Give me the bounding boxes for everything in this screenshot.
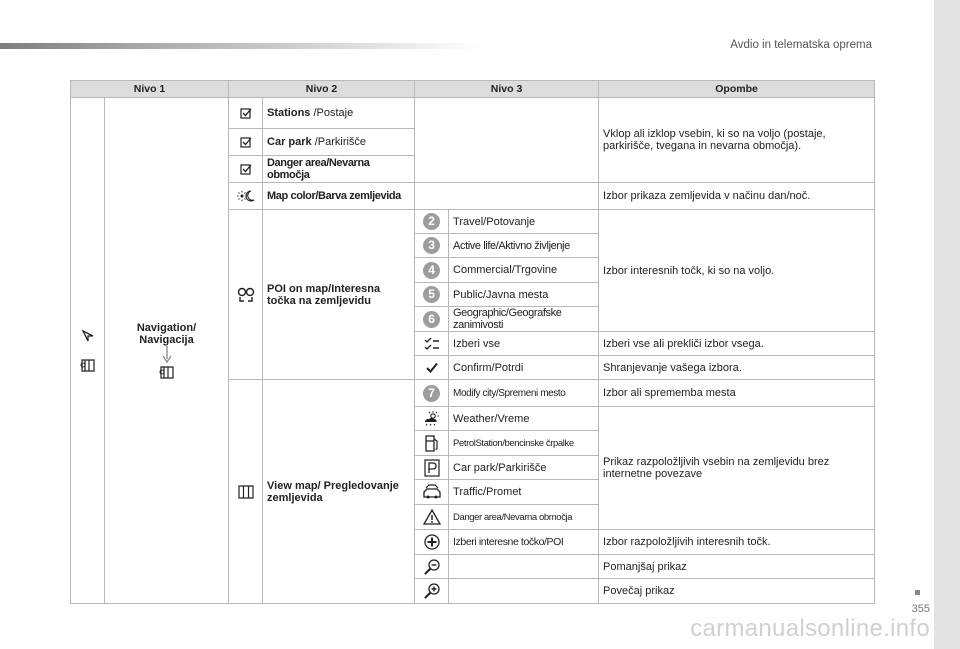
zoom-out-icon-cell [415,555,449,579]
checkbox-icon[interactable] [240,136,252,148]
add-poi-icon-cell [415,530,449,555]
carpark-bold: Car park [267,136,312,148]
poi-item-label: Public/Javna mesta [449,283,599,307]
badge-cell [415,210,449,234]
weather-icon-cell [415,407,449,431]
day-night-icon[interactable] [237,190,255,202]
select-poi-note: Izbor razpoložljivih interesnih točk. [599,530,875,555]
traffic-label: Traffic/Promet [449,480,599,505]
badge-cell [415,307,449,332]
number-badge: 4 [423,262,440,279]
poi-icon[interactable] [237,287,255,303]
number-badge: 3 [423,237,440,254]
header-opombe: Opombe [599,81,875,98]
level1-label: Navigation/ Navigacija [136,321,197,346]
petrol-label: PetrolStation/bencinske črpalke [449,431,599,456]
watermark: carmanualsonline.info [690,615,930,642]
badge-cell [415,234,449,258]
carpark2-label: Car park/Parkirišče [449,456,599,480]
level1-label-cell [105,98,229,604]
menu-table [70,80,875,604]
stations-bold: Stations [267,107,311,119]
arrow-down-icon [162,346,172,364]
zoom-out-note: Pomanjšaj prikaz [599,555,875,579]
day-night-icon-cell [229,183,263,210]
carpark-cell [263,129,415,156]
confirm-label: Confirm/Potrdi [449,356,599,380]
select-all-note: Izberi vse ali prekliči izbor vsega. [599,332,875,356]
zoom-in-note: Povečaj prikaz [599,579,875,604]
badge-cell [415,283,449,307]
mapcolor-cell: Map color/Barva zemljevida [263,183,415,210]
view-map-label: View map/ Pregledovanje zemljevida [263,380,415,604]
group1-note: Vklop ali izklop vsebin, ki so na voljo (postaje, parkirišče, tvegana in nevarna območja). [599,98,875,183]
empty-cell [415,183,599,210]
side-strip [934,0,960,649]
fuel-icon-cell [415,431,449,456]
page-number: 355 [911,603,930,615]
badge-cell [415,380,449,407]
select-poi-label: Izberi interesne točko/POI [449,530,599,555]
zoom-in-icon-cell [415,579,449,604]
number-badge: 7 [423,385,440,402]
poi-item-label: Commercial/Trgovine [449,258,599,283]
navigation-arrow-icon [81,329,95,343]
parking-icon[interactable] [424,459,440,477]
table-header-row [71,81,875,98]
danger2-label: Danger area/Nevarna območja [449,505,599,530]
zoom-in-icon[interactable] [423,583,441,599]
checkbox-icon-cell [229,129,263,156]
header-bar [0,43,480,49]
poi-label: POI on map/Interesna točka na zemljevidu [263,210,415,380]
add-poi-icon[interactable] [424,534,440,550]
confirm-icon-cell [415,356,449,380]
number-badge: 2 [423,213,440,230]
empty-cell [449,579,599,604]
checkbox-icon-cell [229,98,263,129]
traffic-icon-cell [415,480,449,505]
select-all-icon[interactable] [424,337,440,351]
checkbox-icon[interactable] [240,107,252,119]
number-badge: 5 [423,286,440,303]
header-nivo-1: Nivo 1 [71,81,229,98]
carpark-rest: /Parkirišče [311,136,367,148]
table-row [71,98,875,129]
empty-cell [449,555,599,579]
poi-item-label: Active life/Aktivno življenje [449,234,599,258]
level1-icon-cell [71,98,105,604]
empty-cell [415,98,599,183]
danger-cell: Danger area/Nevarna območja [263,156,415,183]
select-all-label: Izberi vse [449,332,599,356]
traffic-car-icon[interactable] [423,484,441,500]
map-settings-icon [159,364,175,380]
confirm-note: Shranjevanje vašega izbora. [599,356,875,380]
poi-item-label: Geographic/Geografske zanimivosti [449,307,599,332]
header-nivo-2: Nivo 2 [229,81,415,98]
mapcolor-note: Izbor prikaza zemljevida v načinu dan/noč. [599,183,875,210]
fuel-pump-icon[interactable] [424,434,440,452]
modify-note: Izbor ali sprememba mesta [599,380,875,407]
page-marker [915,590,920,595]
select-all-icon-cell [415,332,449,356]
poi-item-label: Travel/Potovanje [449,210,599,234]
stations-cell [263,98,415,129]
view-map-icon-cell [229,380,263,604]
number-badge: 6 [423,311,440,328]
map-icon[interactable] [238,485,254,499]
weather-icon[interactable] [423,411,441,426]
poi-note: Izbor interesnih točk, ki so na voljo. [599,210,875,332]
weather-label: Weather/Vreme [449,407,599,431]
map-settings-icon [80,357,96,373]
warning-icon-cell [415,505,449,530]
poi-icon-cell [229,210,263,380]
zoom-out-icon[interactable] [423,559,441,575]
badge-cell [415,258,449,283]
page-header-title: Avdio in telematska oprema [730,39,872,51]
parking-icon-cell [415,456,449,480]
checkbox-icon-cell [229,156,263,183]
stations-rest: /Postaje [310,107,354,119]
modify-label: Modify city/Spremeni mesto [449,380,599,407]
checkmark-icon[interactable] [426,362,438,373]
warning-icon[interactable] [423,509,441,525]
checkbox-icon[interactable] [240,163,252,175]
header-nivo-3: Nivo 3 [415,81,599,98]
content-note: Prikaz razpoložljivih vsebin na zemljevidu brez internetne povezave [599,407,875,530]
